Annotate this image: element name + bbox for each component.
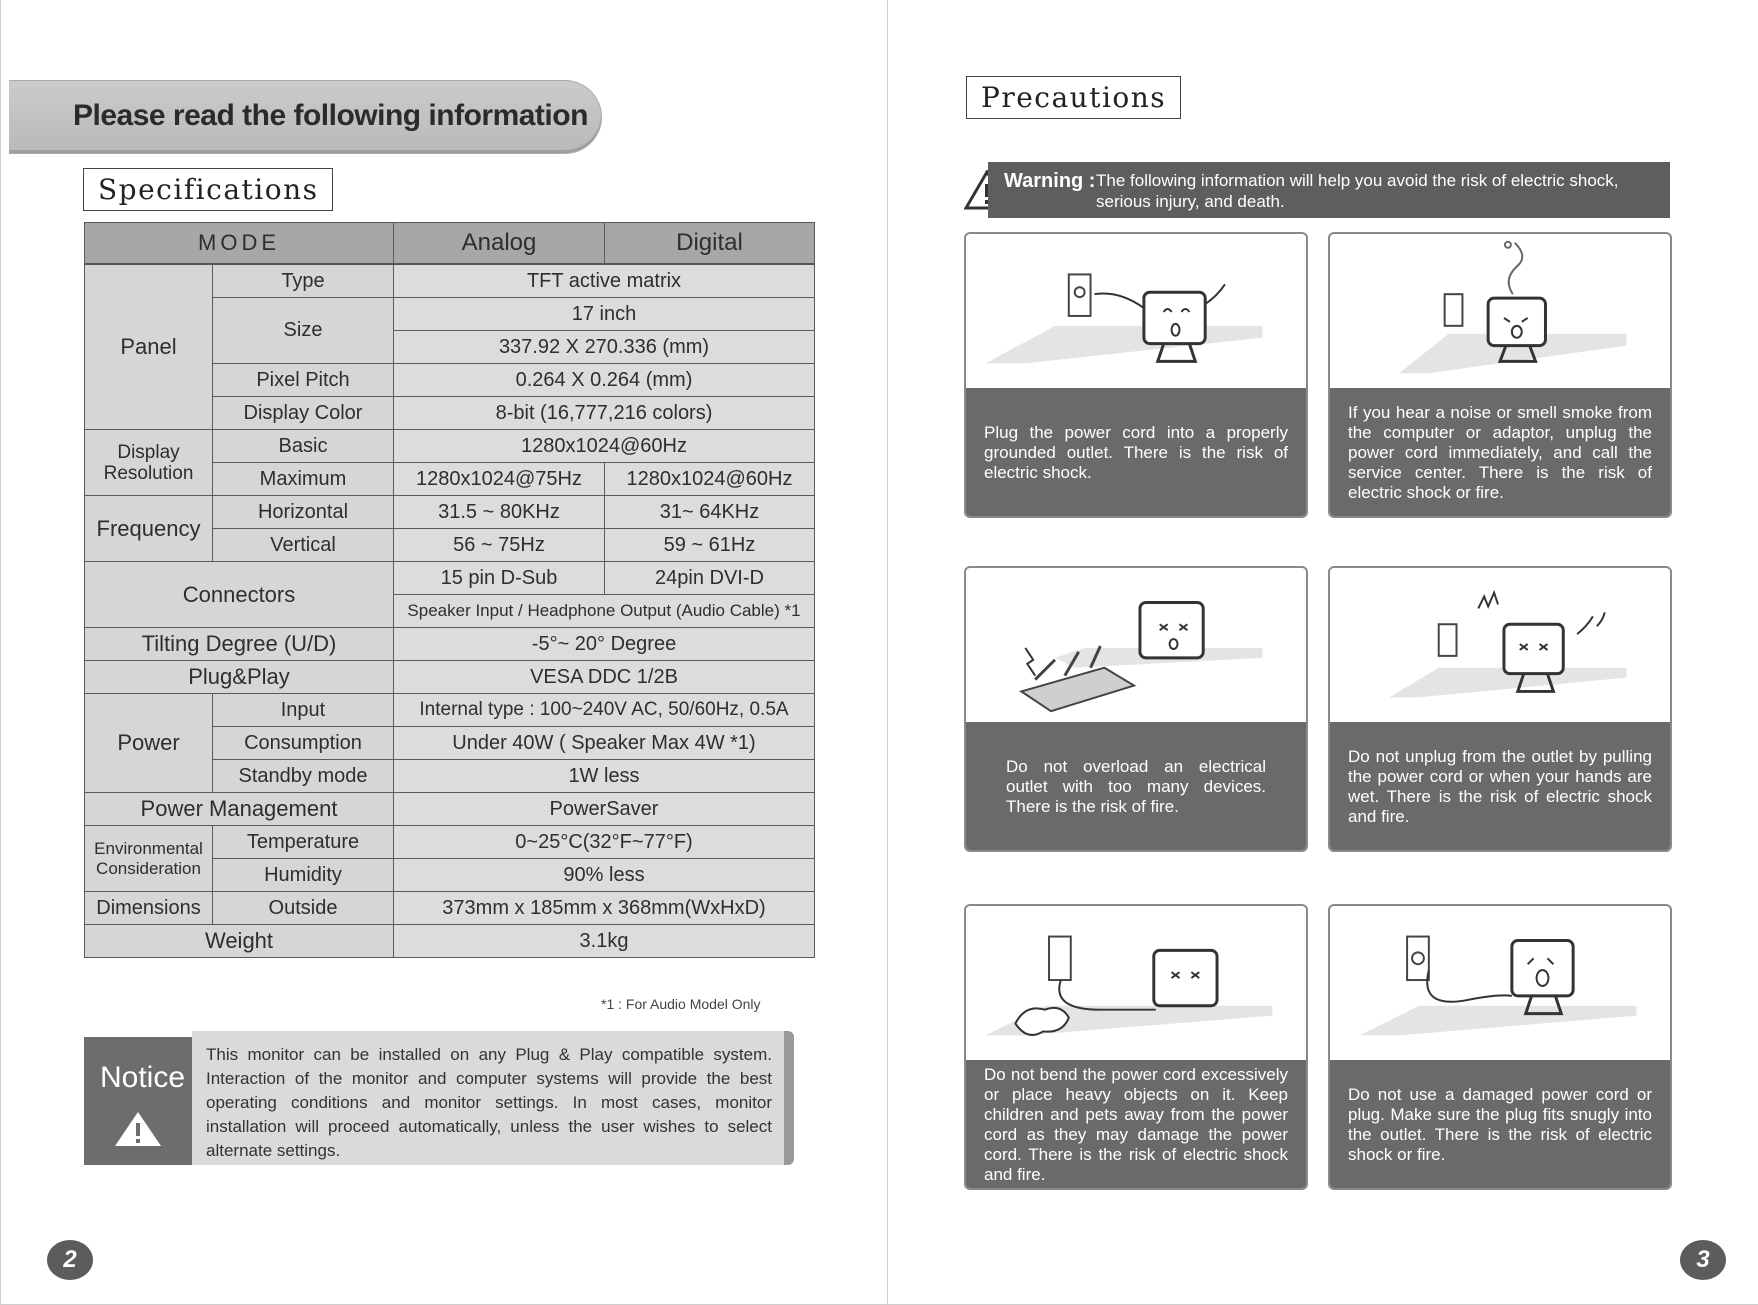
table-row	[85, 496, 815, 529]
precaution-card	[1328, 232, 1672, 518]
value-power-input: Internal type : 100~240V AC, 50/60Hz, 0.5A	[394, 694, 815, 727]
page-number: 2	[47, 1240, 93, 1280]
row-label-maximum: Maximum	[213, 463, 394, 496]
value-connector-digital: 24pin DVI-D	[605, 562, 815, 595]
value-outside: 373mm x 185mm x 368mm(WxHxD)	[394, 892, 815, 925]
wet-hands-unplug-illustration-icon	[1330, 568, 1670, 722]
card-caption-text: Do not bend the power cord excessively or place heavy objects on it. Keep children and pets away from the power cord as they may damage the power cord. There is the risk of electric shock and fire.	[984, 1065, 1288, 1184]
page-number: 3	[1680, 1240, 1726, 1280]
warning-banner	[988, 162, 1670, 218]
notice-text: This monitor can be installed on any Plug & Play compatible system. Interaction of the monitor and computer systems will provide the best operating conditions and monitor settings. In most cases, monitor installation will proceed automatically, unless the user wishes to select alternate settings.	[192, 1031, 794, 1165]
card-caption-text: Plug the power cord into a properly grounded outlet. There is the risk of electric shock.	[984, 423, 1288, 482]
resolution-label-line-2: Resolution	[103, 462, 194, 484]
card-caption	[1330, 722, 1670, 852]
value-size-mm: 337.92 X 270.336 (mm)	[394, 331, 815, 364]
card-caption	[966, 722, 1306, 852]
banner-title: Please read the following information	[73, 99, 588, 132]
specifications-title: Specifications	[83, 168, 333, 211]
specifications-table	[84, 222, 815, 958]
card-caption-text: If you hear a noise or smell smoke from the computer or adaptor, unplug the power cord immediately, and call the service center. There is the risk of electric shock or fire.	[1348, 403, 1652, 502]
value-display-color: 8-bit (16,777,216 colors)	[394, 397, 815, 430]
row-label-power-management: Power Management	[85, 793, 394, 826]
value-horizontal-digital: 31~ 64KHz	[605, 496, 815, 529]
row-label-display-color: Display Color	[213, 397, 394, 430]
notice-label-panel	[84, 1037, 192, 1165]
row-label-plug-play: Plug&Play	[85, 661, 394, 694]
row-label-weight: Weight	[85, 925, 394, 958]
row-label-pixel-pitch: Pixel Pitch	[213, 364, 394, 397]
header-digital: Digital	[605, 223, 815, 265]
row-label-power: Power	[85, 694, 213, 793]
value-humidity: 90% less	[394, 859, 815, 892]
card-caption	[966, 1060, 1306, 1190]
value-standby: 1W less	[394, 760, 815, 793]
value-basic-resolution: 1280x1024@60Hz	[394, 430, 815, 463]
row-label-type: Type	[213, 264, 394, 298]
row-label-tilting: Tilting Degree (U/D)	[85, 628, 394, 661]
value-pixel-pitch: 0.264 X 0.264 (mm)	[394, 364, 815, 397]
value-tilting: -5°~ 20° Degree	[394, 628, 815, 661]
table-row	[85, 661, 815, 694]
value-vertical-digital: 59 ~ 61Hz	[605, 529, 815, 562]
value-temperature: 0~25°C(32°F~77°F)	[394, 826, 815, 859]
grounded-outlet-illustration-icon	[966, 234, 1306, 388]
notice-label: Notice	[100, 1061, 186, 1094]
precaution-card	[964, 232, 1308, 518]
precaution-card	[1328, 566, 1672, 852]
table-row	[85, 694, 815, 727]
precautions-title: Precautions	[966, 76, 1181, 119]
table-row	[85, 793, 815, 826]
warning-label: Warning :	[1004, 170, 1096, 192]
precaution-card	[1328, 904, 1672, 1190]
card-caption-text: Do not overload an electrical outlet with too many devices. There is the risk of fire.	[1006, 757, 1266, 816]
value-size-inch: 17 inch	[394, 298, 815, 331]
value-consumption: Under 40W ( Speaker Max 4W *1)	[394, 727, 815, 760]
value-power-management: PowerSaver	[394, 793, 815, 826]
card-caption	[966, 388, 1306, 518]
value-type: TFT active matrix	[394, 264, 815, 298]
table-row	[85, 892, 815, 925]
row-label-humidity: Humidity	[213, 859, 394, 892]
value-connector-audio: Speaker Input / Headphone Output (Audio Cable) *1	[394, 595, 815, 628]
resolution-label-line-1: Display	[117, 441, 180, 463]
row-label-standby: Standby mode	[213, 760, 394, 793]
value-max-digital: 1280x1024@60Hz	[605, 463, 815, 496]
header-analog: Analog	[394, 223, 605, 265]
value-connector-analog: 15 pin D-Sub	[394, 562, 605, 595]
card-caption	[1330, 388, 1670, 518]
card-caption-text: Do not use a damaged power cord or plug. Make sure the plug fits snugly into the outlet. There is the risk of electric shock or fire.	[1348, 1085, 1652, 1164]
row-label-environmental	[85, 826, 213, 892]
value-vertical-analog: 56 ~ 75Hz	[394, 529, 605, 562]
warning-triangle-icon	[112, 1109, 164, 1149]
environment-label-line-1: Environmental	[94, 838, 203, 858]
card-caption-text: Do not unplug from the outlet by pulling the power cord or when your hands are wet. There is the risk of electric shock and fire.	[1348, 747, 1652, 826]
table-row	[85, 628, 815, 661]
table-row	[85, 264, 815, 298]
row-label-dimensions: Dimensions	[85, 892, 213, 925]
value-plug-play: VESA DDC 1/2B	[394, 661, 815, 694]
row-label-frequency: Frequency	[85, 496, 213, 562]
row-label-input: Input	[213, 694, 394, 727]
row-label-size: Size	[213, 298, 394, 364]
table-row	[85, 562, 815, 595]
header-mode: MODE	[85, 223, 394, 265]
card-caption	[1330, 1060, 1670, 1190]
value-max-analog: 1280x1024@75Hz	[394, 463, 605, 496]
row-label-outside: Outside	[213, 892, 394, 925]
value-horizontal-analog: 31.5 ~ 80KHz	[394, 496, 605, 529]
precaution-card	[964, 904, 1308, 1190]
row-label-connectors: Connectors	[85, 562, 394, 628]
damaged-cord-illustration-icon	[1330, 906, 1670, 1060]
table-footnote: *1 : For Audio Model Only	[601, 996, 761, 1012]
value-weight: 3.1kg	[394, 925, 815, 958]
row-label-display-resolution	[85, 430, 213, 496]
row-label-basic: Basic	[213, 430, 394, 463]
precaution-card	[964, 566, 1308, 852]
table-row	[85, 826, 815, 859]
smoke-unplug-illustration-icon	[1330, 234, 1670, 388]
bent-cord-pets-illustration-icon	[966, 906, 1306, 1060]
overloaded-outlet-illustration-icon	[966, 568, 1306, 722]
row-label-temperature: Temperature	[213, 826, 394, 859]
table-header-row	[85, 223, 815, 265]
table-row	[85, 925, 815, 958]
row-label-horizontal: Horizontal	[213, 496, 394, 529]
table-row	[85, 430, 815, 463]
row-label-panel: Panel	[85, 264, 213, 430]
header-banner	[9, 80, 602, 154]
warning-text: The following information will help you avoid the risk of electric shock, serious injury, and death.	[1096, 171, 1619, 211]
row-label-consumption: Consumption	[213, 727, 394, 760]
environment-label-line-2: Consideration	[96, 858, 201, 878]
row-label-vertical: Vertical	[213, 529, 394, 562]
notice-box	[84, 1037, 806, 1165]
